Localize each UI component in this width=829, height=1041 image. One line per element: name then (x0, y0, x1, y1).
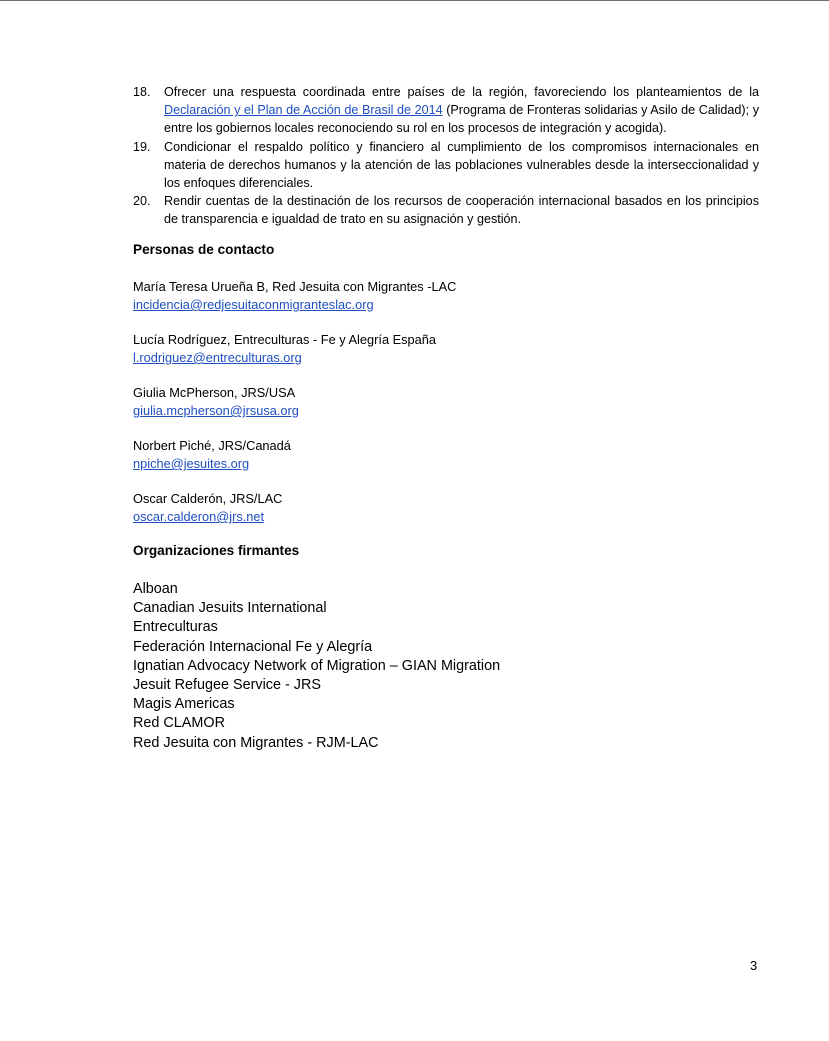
organization-item: Entreculturas (133, 619, 218, 636)
contact-entry (133, 384, 299, 420)
organization-item: Jesuit Refugee Service - JRS (133, 677, 321, 694)
contact-entry (133, 437, 291, 473)
contact-entry (133, 490, 282, 526)
contact-email-link[interactable]: npiche@jesuites.org (133, 456, 250, 471)
item-text: Ofrecer una respuesta coordinada entre países de la región, favoreciendo los planteamientos de la (164, 85, 759, 99)
item-text: Rendir cuentas de la destinación de los recursos de cooperación internacional basados en los principios de transparencia e igualdad de trato en su asignación y gestión. (164, 194, 759, 227)
contact-email-link[interactable]: giulia.mcpherson@jrsusa.org (133, 403, 299, 418)
organization-item: Alboan (133, 581, 178, 597)
contact-name: Giulia McPherson, JRS/USA (133, 385, 296, 400)
organization-item: Red Jesuita con Migrantes - RJM-LAC (133, 734, 379, 751)
organization-item: Canadian Jesuits International (133, 600, 327, 617)
item-text: Condicionar el respaldo político y financiero al cumplimiento de los compromisos internacionales en materia de derechos humanos y la atención de las poblaciones vulnerables desde la interseccionalidad y los enfoques diferenciales. (164, 139, 759, 191)
organizations-heading: Organizaciones firmantes (133, 543, 300, 558)
list-item (133, 192, 759, 228)
organization-item: Magis Americas (133, 696, 235, 713)
contact-entry (133, 331, 436, 367)
item-number: 18. (133, 85, 151, 99)
organization-item: Red CLAMOR (133, 715, 225, 732)
organization-item: Federación Internacional Fe y Alegría (133, 638, 373, 655)
list-item (133, 83, 759, 138)
contact-name: Lucía Rodríguez, Entreculturas - Fe y Alegría España (133, 332, 437, 347)
list-item (133, 138, 759, 193)
declaration-link[interactable]: Declaración y el Plan de Acción de Brasil de 2014 (164, 103, 443, 118)
item-text: (Programa de Fronteras solidarias y Asilo de Calidad); y entre los gobiernos locales reconociendo su rol en los procesos de integración y acogida). (164, 103, 759, 136)
contact-entry (133, 278, 456, 314)
recommendations-list (133, 83, 759, 229)
contact-name: Norbert Piché, JRS/Canadá (133, 438, 291, 453)
contact-email-link[interactable]: oscar.calderon@jrs.net (133, 509, 265, 524)
contact-email-link[interactable]: l.rodriguez@entreculturas.org (133, 350, 302, 365)
item-number: 19. (133, 139, 151, 154)
item-number: 20. (133, 194, 151, 209)
contact-email-link[interactable]: incidencia@redjesuitaconmigranteslac.org (133, 297, 374, 312)
contacts-heading: Personas de contacto (133, 242, 275, 257)
contact-name: Oscar Calderón, JRS/LAC (133, 491, 283, 506)
page-number: 3 (750, 958, 758, 973)
organization-item: Ignatian Advocacy Network of Migration – GIAN Migration (133, 657, 501, 674)
contact-name: María Teresa Urueña B, Red Jesuita con Migrantes -LAC (133, 279, 457, 294)
organizations-list (133, 580, 500, 753)
